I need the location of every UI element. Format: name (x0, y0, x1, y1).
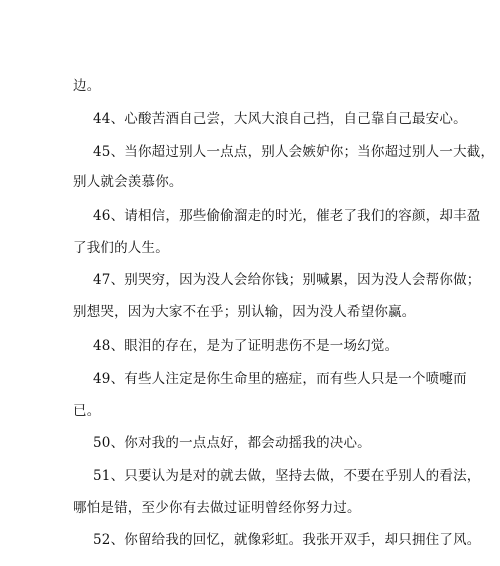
text-line: 48、眼泪的存在，是为了证明悲伤不是一场幻觉。 (93, 338, 399, 354)
text-line: 52、你留给我的回忆，就像彩虹。我张开双手，却只拥住了风。 (93, 532, 481, 548)
text-line: 别人就会羡慕你。 (73, 174, 183, 190)
text-line: 44、心酸苦酒自己尝，大风大浪自己挡，自己靠自己最安心。 (93, 111, 467, 127)
text-line: 45、当你超过别人一点点，别人会嫉妒你；当你超过别人一大截， (93, 144, 495, 160)
text-line: 49、有些人注定是你生命里的癌症，而有些人只是一个喷嚏而 (93, 371, 467, 387)
text-line: 别想哭，因为大家不在乎；别认输，因为没人希望你赢。 (73, 304, 416, 320)
text-line: 51、只要认为是对的就去做，坚持去做，不要在乎别人的看法， (93, 468, 481, 484)
text-line: 47、别哭穷，因为没人会给你钱；别喊累，因为没人会帮你做； (93, 272, 481, 288)
text-line: 已。 (73, 403, 101, 419)
text-line: 46、请相信，那些偷偷溜走的时光，催老了我们的容颜，却丰盈 (93, 208, 481, 224)
text-line: 哪怕是错，至少你有去做过证明曾经你努力过。 (73, 500, 361, 516)
text-line: 50、你对我的一点点好，都会动摇我的决心。 (93, 435, 371, 451)
text-line: 边。 (73, 78, 101, 94)
text-line: 了我们的人生。 (73, 240, 169, 256)
